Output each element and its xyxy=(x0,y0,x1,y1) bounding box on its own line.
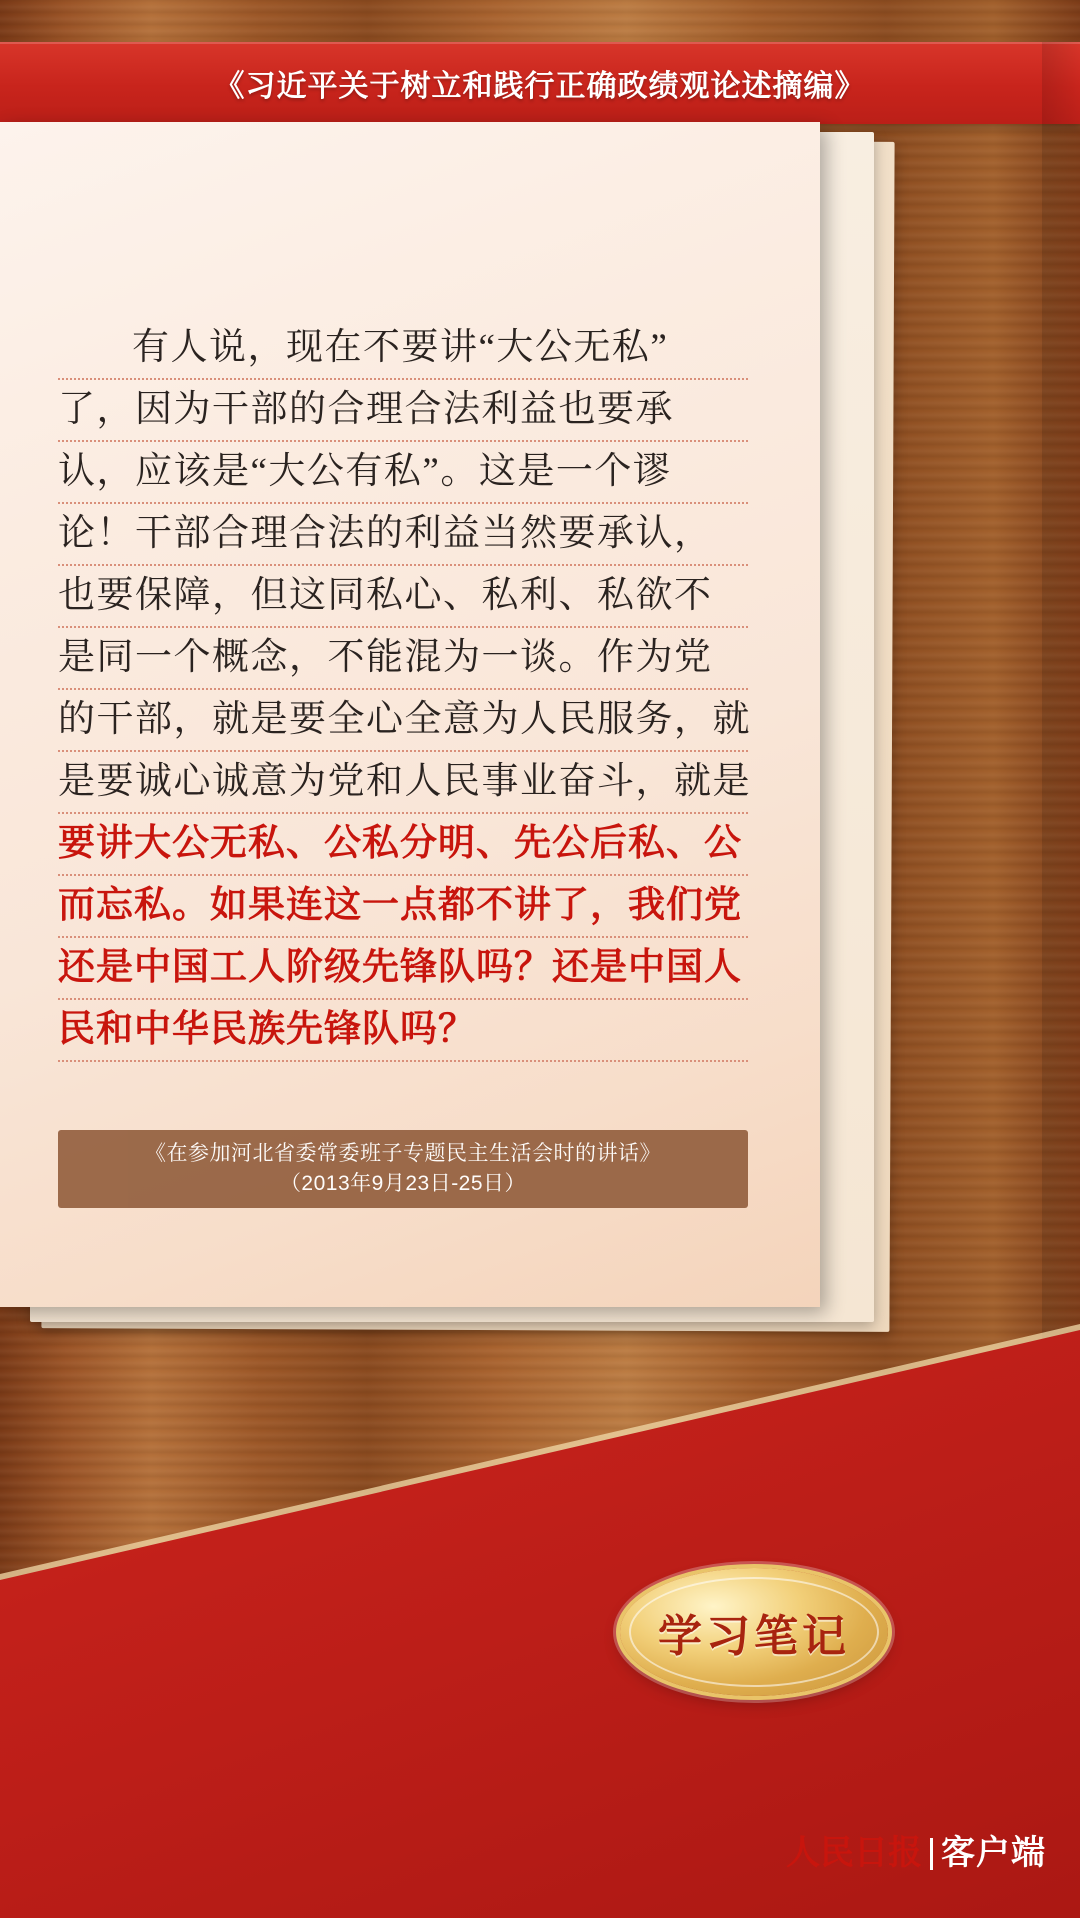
quote-line xyxy=(58,690,751,752)
paper-edge-shadow xyxy=(1042,42,1080,1372)
header-banner xyxy=(0,42,1080,124)
quote-line-text: 认，应该是“大公有私”。这是一个谬 xyxy=(58,451,672,492)
publisher-logo: 人民日报 xyxy=(786,1835,922,1872)
paper-sheet-front xyxy=(0,122,820,1307)
page-title: 《习近平关于树立和践行正确政绩观论述摘编》 xyxy=(214,70,866,103)
quote-text-block xyxy=(58,318,751,1062)
quote-line xyxy=(58,380,748,442)
quote-line-text: 论！干部合理合法的利益当然要承认， xyxy=(58,513,713,554)
quote-line-text: 是要诚心诚意为党和人民事业奋斗，就是 xyxy=(58,761,751,802)
footer-brand xyxy=(786,1832,1046,1876)
quote-line-text: 是同一个概念，不能混为一谈。作为党 xyxy=(58,637,713,678)
quote-line-text: 而忘私。如果连这一点都不讲了，我们党 xyxy=(58,885,742,926)
product-name: 客户端 xyxy=(941,1835,1046,1872)
quote-line-emphasis xyxy=(58,938,748,1000)
quote-line xyxy=(58,566,748,628)
quote-line xyxy=(58,504,748,566)
study-notes-seal xyxy=(620,1568,888,1696)
quote-line-emphasis xyxy=(58,876,748,938)
quote-line xyxy=(58,628,748,690)
quote-line xyxy=(58,318,748,380)
source-caption xyxy=(58,1130,748,1208)
quote-line-emphasis xyxy=(58,814,748,876)
quote-line xyxy=(58,442,748,504)
seal-label: 学习笔记 xyxy=(658,1612,850,1661)
quote-line-text: 还是中国工人阶级先锋队吗？还是中国人 xyxy=(58,947,742,988)
quote-line xyxy=(58,752,751,814)
seal-inner-ring xyxy=(629,1577,879,1687)
quote-line-text: 也要保障，但这同私心、私利、私欲不 xyxy=(58,575,713,616)
brand-divider xyxy=(930,1838,933,1870)
quote-line-emphasis xyxy=(58,1000,748,1062)
source-title: 《在参加河北省委常委班子专题民主生活会时的讲话》 xyxy=(145,1142,661,1165)
source-date: （2013年9月23日-25日） xyxy=(279,1172,527,1195)
quote-line-text: 民和中华民族先锋队吗？ xyxy=(58,1009,476,1050)
quote-line-text: 要讲大公无私、公私分明、先公后私、公 xyxy=(58,823,742,864)
quote-line-text: 了，因为干部的合理合法利益也要承 xyxy=(58,389,674,430)
quote-line-text: 的干部，就是要全心全意为人民服务，就 xyxy=(58,699,751,740)
quote-line-text: 有人说，现在不要讲“大公无私” xyxy=(132,327,669,368)
